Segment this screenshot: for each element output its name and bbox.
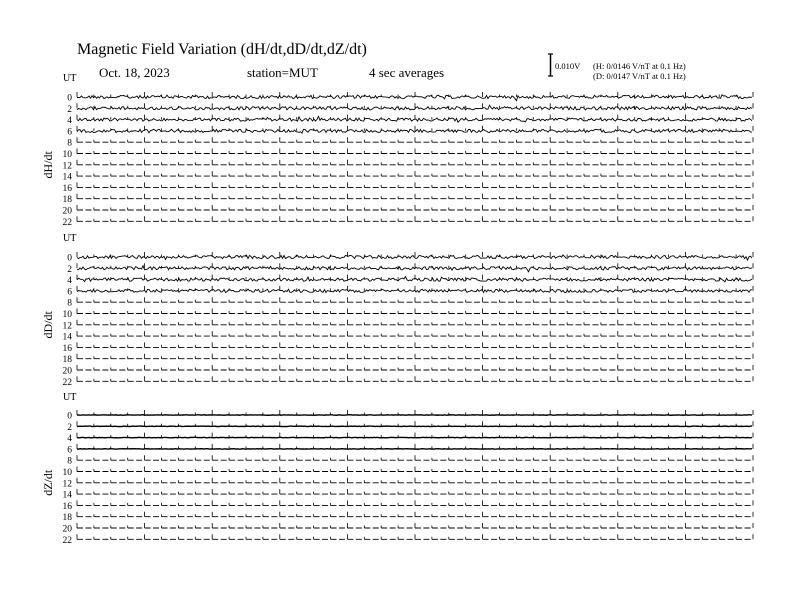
ut-label: UT	[63, 233, 77, 244]
row-label: 16	[62, 343, 72, 354]
ut-label: UT	[63, 392, 77, 403]
row-label: 22	[62, 217, 72, 228]
row-label: 16	[62, 501, 72, 512]
figure-title: Magnetic Field Variation (dH/dt,dD/dt,dZ/dt)	[77, 41, 367, 58]
row-label: 0	[67, 253, 72, 264]
row-label: 8	[67, 298, 72, 309]
averaging-label: 4 sec averages	[369, 65, 445, 80]
row-label: 4	[67, 276, 72, 287]
row-label: 22	[62, 535, 72, 546]
row-label: 12	[62, 161, 72, 172]
row-label: 20	[62, 206, 72, 217]
row-label: 8	[67, 138, 72, 149]
row-label: 0	[67, 411, 72, 422]
row-label: 18	[62, 513, 72, 524]
row-label: 6	[67, 287, 72, 298]
axis-label: dZ/dt	[41, 469, 55, 496]
row-label: 6	[67, 127, 72, 138]
row-label: 20	[62, 366, 72, 377]
scale-note-h: (H: 0/0146 V/nT at 0.1 Hz)	[593, 61, 686, 71]
row-label: 2	[67, 104, 72, 115]
row-label: 10	[62, 468, 72, 478]
row-label: 10	[62, 150, 72, 160]
row-label: 6	[67, 445, 72, 456]
row-label: 12	[62, 479, 72, 490]
row-label: 20	[62, 524, 72, 535]
row-label: 18	[62, 355, 72, 366]
scale-note-d: (D: 0/0147 V/nT at 0.1 Hz)	[593, 71, 686, 81]
row-label: 2	[67, 264, 72, 275]
station-label: station=MUT	[247, 65, 318, 80]
row-label: 10	[62, 310, 72, 320]
row-label: 4	[67, 116, 72, 127]
row-label: 14	[62, 490, 72, 501]
row-label: 12	[62, 321, 72, 332]
ut-label: UT	[63, 73, 77, 84]
row-label: 14	[62, 332, 72, 343]
row-label: 14	[62, 172, 72, 183]
date-label: Oct. 18, 2023	[99, 65, 170, 80]
panel-dzdt	[41, 392, 753, 546]
row-label: 18	[62, 195, 72, 206]
row-label: 8	[67, 456, 72, 467]
axis-label: dH/dt	[41, 151, 55, 179]
axis-label: dD/dt	[41, 311, 55, 339]
scale-bar	[548, 54, 686, 81]
row-label: 0	[67, 93, 72, 104]
panel-dhdt	[41, 73, 753, 228]
row-label: 16	[62, 183, 72, 194]
row-label: 22	[62, 377, 72, 388]
row-label: 4	[67, 434, 72, 445]
scale-value: 0.010V	[555, 61, 581, 71]
panel-dddt	[41, 233, 753, 388]
row-label: 2	[67, 422, 72, 433]
